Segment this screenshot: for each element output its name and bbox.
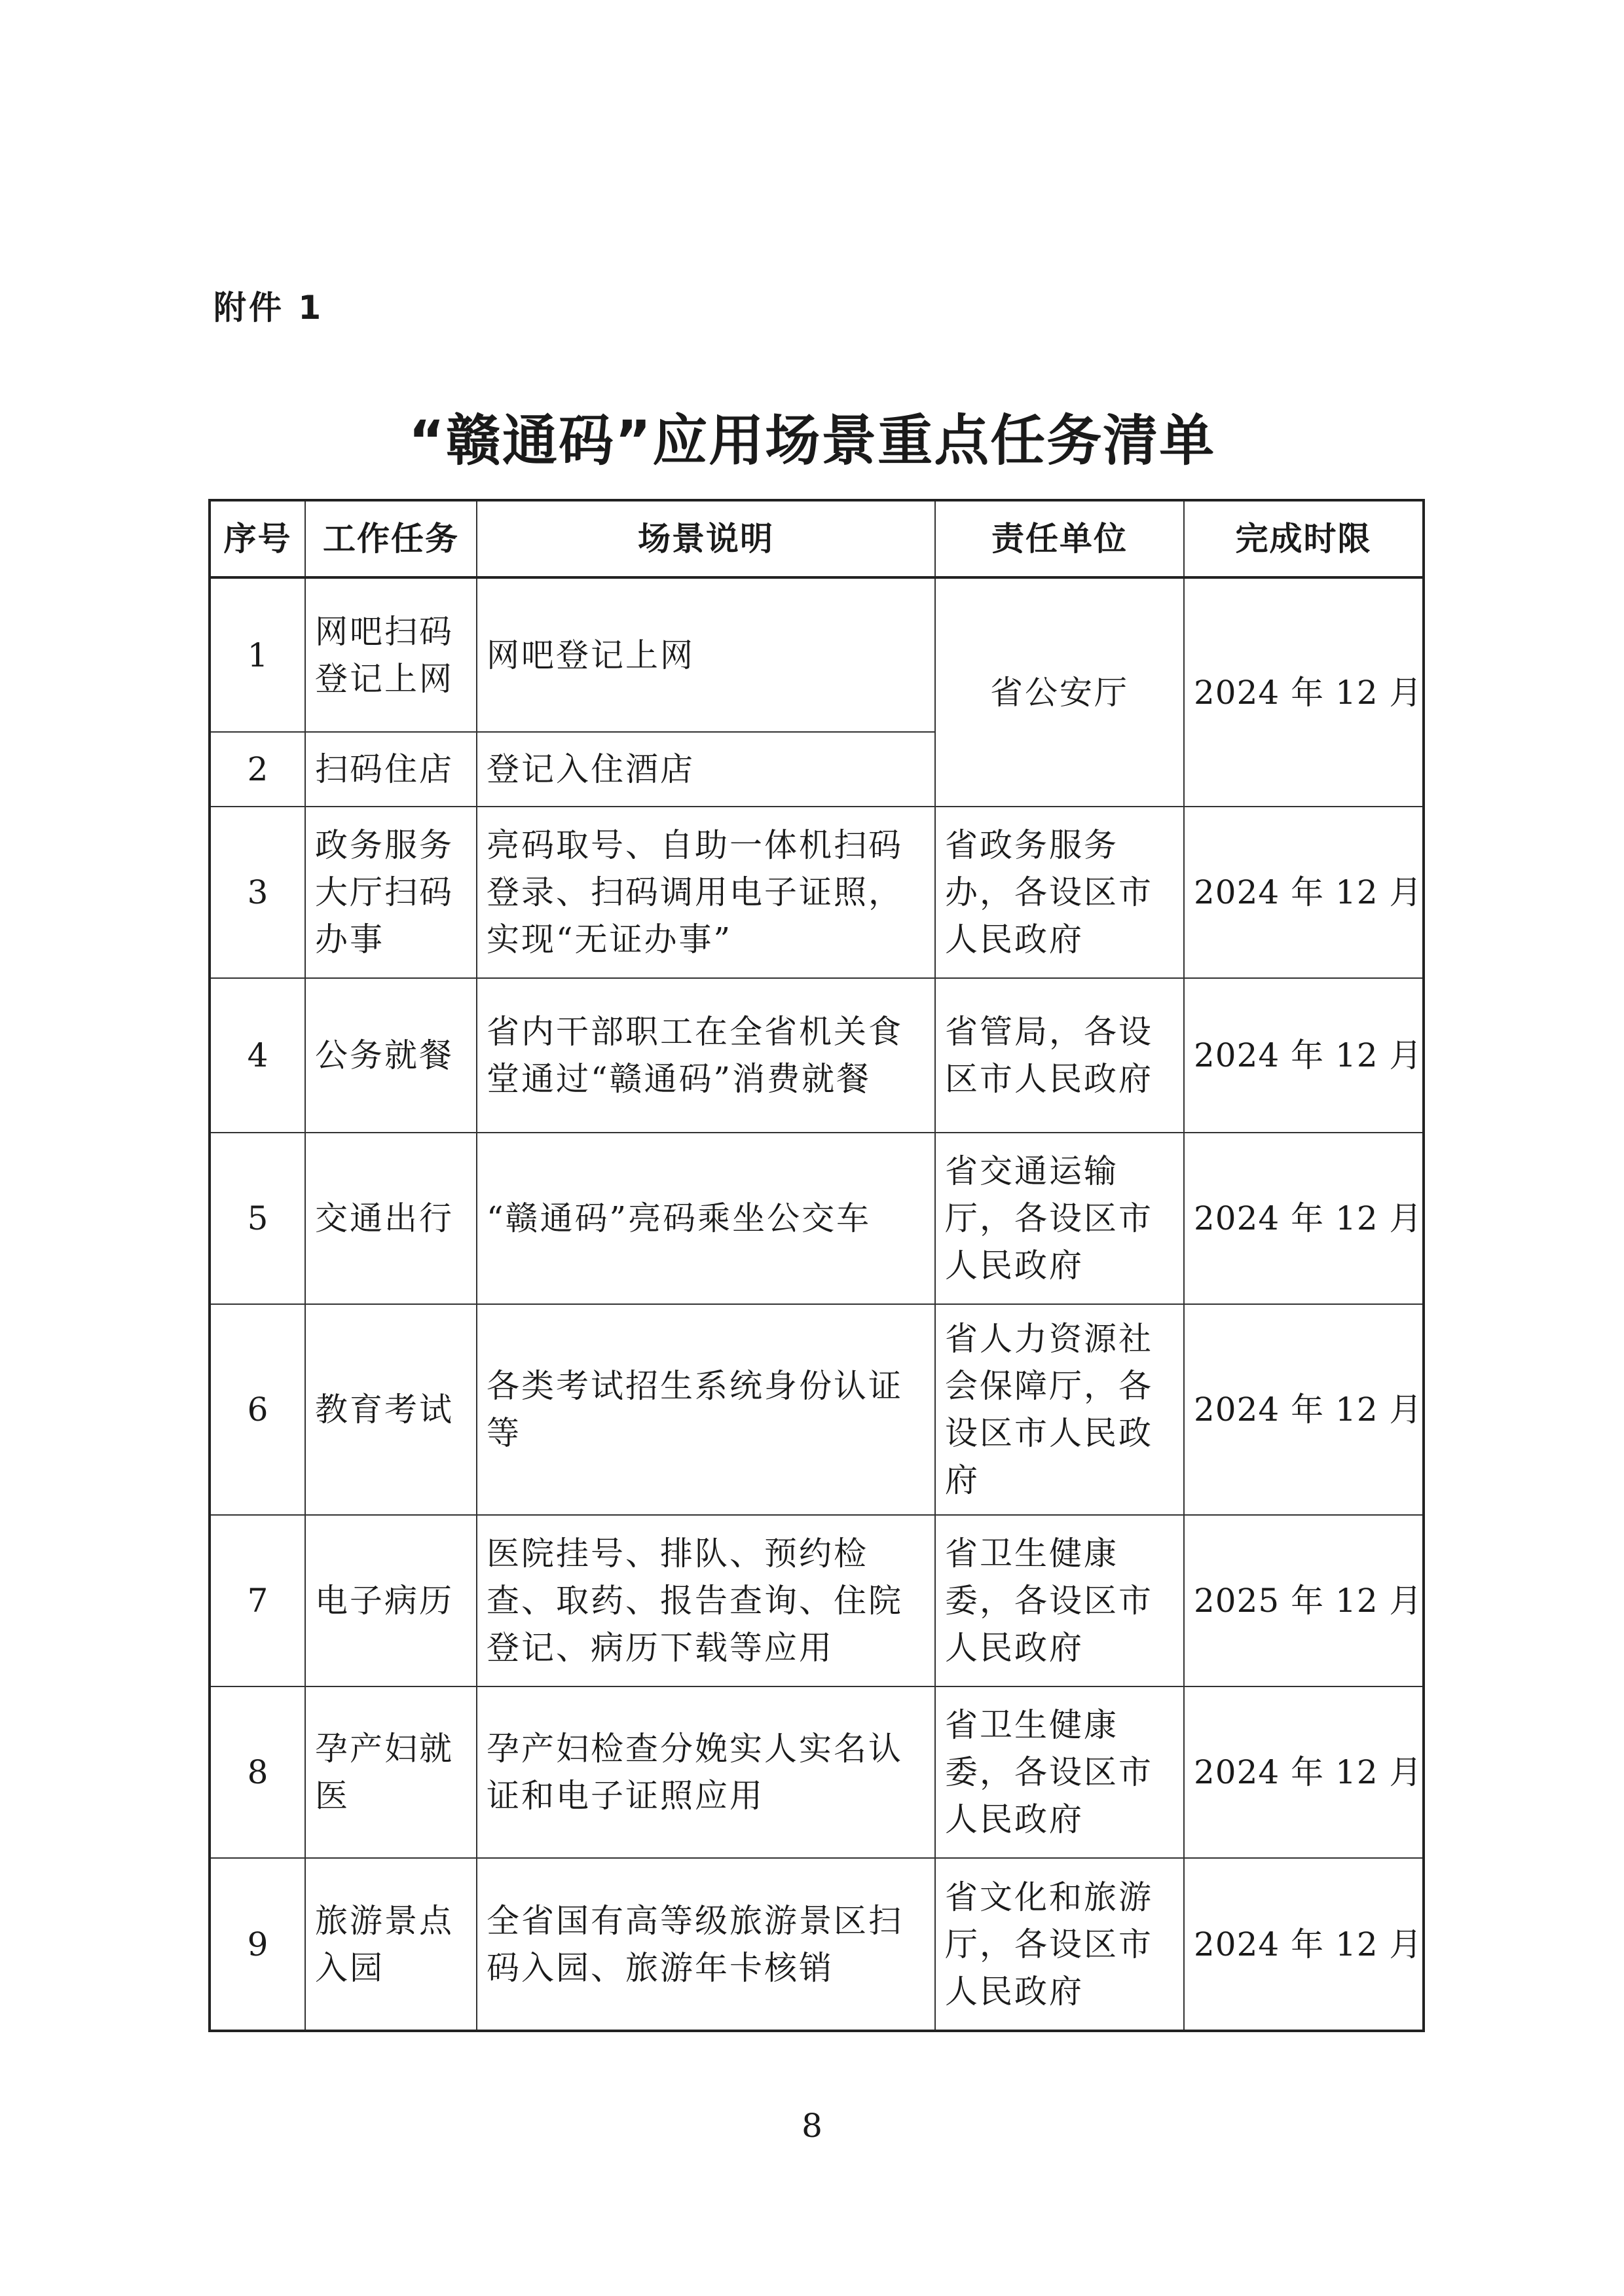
table-row — [210, 1133, 1424, 1304]
row-seq: 1 — [210, 577, 305, 732]
row-scene: 登记入住酒店 — [477, 732, 935, 807]
table-row — [210, 1515, 1424, 1686]
row-task: 旅游景点入园 — [305, 1858, 477, 2031]
row-scene: 网吧登记上网 — [477, 577, 935, 732]
row-task: 网吧扫码登记上网 — [305, 577, 477, 732]
row-seq: 4 — [210, 978, 305, 1133]
row-scene: 省内干部职工在全省机关食堂通过“赣通码”消费就餐 — [477, 978, 935, 1133]
row-unit: 省卫生健康委，各设区市人民政府 — [935, 1686, 1184, 1858]
row-unit: 省文化和旅游厅，各设区市人民政府 — [935, 1858, 1184, 2031]
row-task: 孕产妇就医 — [305, 1686, 477, 1858]
row-task: 政务服务大厅扫码办事 — [305, 807, 477, 978]
attachment-label: 附件 1 — [213, 289, 324, 327]
row-seq: 7 — [210, 1515, 305, 1686]
table-row — [210, 577, 1424, 732]
header-unit: 责任单位 — [935, 500, 1184, 577]
row-seq: 2 — [210, 732, 305, 807]
row-deadline: 2024 年 12 月 — [1184, 1858, 1424, 2031]
task-table — [208, 499, 1425, 2032]
row-scene: 全省国有高等级旅游景区扫码入园、旅游年卡核销 — [477, 1858, 935, 2031]
table-row — [210, 978, 1424, 1133]
row-task: 电子病历 — [305, 1515, 477, 1686]
row-scene: 孕产妇检查分娩实人实名认证和电子证照应用 — [477, 1686, 935, 1858]
row-deadline: 2024 年 12 月 — [1184, 577, 1424, 807]
row-deadline: 2024 年 12 月 — [1184, 978, 1424, 1133]
table-row — [210, 807, 1424, 978]
row-deadline: 2024 年 12 月 — [1184, 1304, 1424, 1515]
row-task: 公务就餐 — [305, 978, 477, 1133]
row-unit: 省交通运输厅，各设区市人民政府 — [935, 1133, 1184, 1304]
row-deadline: 2024 年 12 月 — [1184, 807, 1424, 978]
header-seq: 序号 — [210, 500, 305, 577]
row-seq: 3 — [210, 807, 305, 978]
row-seq: 8 — [210, 1686, 305, 1858]
row-seq: 9 — [210, 1858, 305, 2031]
row-unit: 省管局，各设区市人民政府 — [935, 978, 1184, 1133]
row-unit: 省卫生健康委，各设区市人民政府 — [935, 1515, 1184, 1686]
table-row — [210, 1686, 1424, 1858]
row-scene: 医院挂号、排队、预约检查、取药、报告查询、住院登记、病历下载等应用 — [477, 1515, 935, 1686]
row-unit: 省公安厅 — [935, 577, 1184, 807]
row-scene: 各类考试招生系统身份认证等 — [477, 1304, 935, 1515]
header-task: 工作任务 — [305, 500, 477, 577]
table-row — [210, 1858, 1424, 2031]
row-deadline: 2025 年 12 月 — [1184, 1515, 1424, 1686]
row-task: 教育考试 — [305, 1304, 477, 1515]
header-deadline: 完成时限 — [1184, 500, 1424, 577]
row-scene: 亮码取号、自助一体机扫码登录、扫码调用电子证照，实现“无证办事” — [477, 807, 935, 978]
row-scene: “赣通码”亮码乘坐公交车 — [477, 1133, 935, 1304]
row-task: 扫码住店 — [305, 732, 477, 807]
row-seq: 5 — [210, 1133, 305, 1304]
page-number: 8 — [802, 2107, 822, 2145]
header-scene: 场景说明 — [477, 500, 935, 577]
table-row — [210, 1304, 1424, 1515]
row-task: 交通出行 — [305, 1133, 477, 1304]
row-deadline: 2024 年 12 月 — [1184, 1686, 1424, 1858]
row-deadline: 2024 年 12 月 — [1184, 1133, 1424, 1304]
table-header-row — [210, 500, 1424, 577]
row-unit: 省人力资源社会保障厅，各设区市人民政府 — [935, 1304, 1184, 1515]
document-title: “赣通码”应用场景重点任务清单 — [408, 409, 1216, 473]
row-seq: 6 — [210, 1304, 305, 1515]
row-unit: 省政务服务办，各设区市人民政府 — [935, 807, 1184, 978]
